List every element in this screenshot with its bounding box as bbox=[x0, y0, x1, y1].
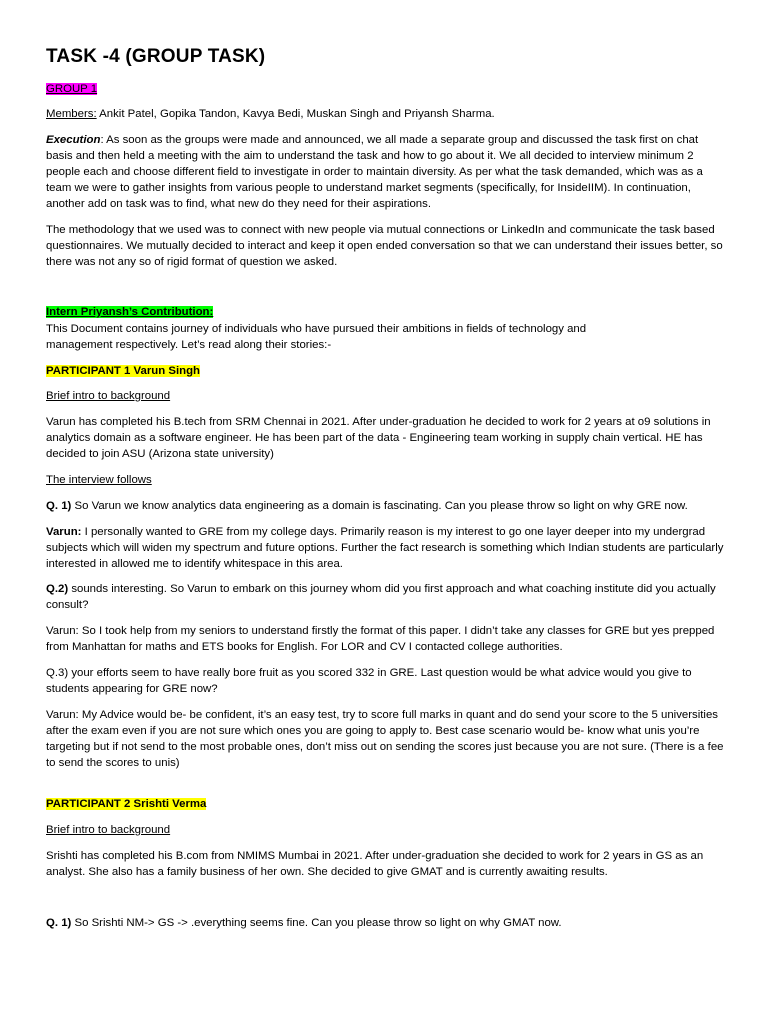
intro-line-2: management respectively. Let’s read along their stories:- bbox=[46, 338, 332, 351]
intro-line-1: This Document contains journey of individuals who have pursued their ambitions in fields of technology and bbox=[46, 323, 587, 335]
participant2-q1 bbox=[46, 916, 726, 932]
members-paragraph bbox=[46, 107, 726, 123]
participant1-brief-label: Brief intro to background bbox=[46, 390, 171, 402]
participant1-interview-label: The interview follows bbox=[46, 474, 152, 486]
a1-label: Varun: bbox=[46, 526, 82, 538]
methodology-paragraph: The methodology that we used was to connect with new people via mutual connections or LinkedIn and communicate the task based questionnaires. We mutually decided to interact and keep it open ended conversation so that we can understand their issues better, so there was not any so of rigid format of question we asked. bbox=[46, 224, 723, 268]
participant1-a1 bbox=[46, 525, 726, 573]
q2-label: Q.2) bbox=[46, 583, 69, 595]
participant1-heading: PARTICIPANT 1 Varun Singh bbox=[46, 365, 200, 377]
execution-label: Execution bbox=[46, 134, 101, 146]
participant2-heading: PARTICIPANT 2 Srishti Verma bbox=[46, 798, 207, 810]
group-label-line bbox=[46, 82, 726, 98]
p2-q1-text: So Srishti NM-> GS -> .everything seems fine. Can you please throw so light on why GMAT now. bbox=[71, 917, 562, 929]
intern-heading: Intern Priyansh’s Contribution: bbox=[46, 306, 214, 318]
participant1-background: Varun has completed his B.tech from SRM Chennai in 2021. After under-graduation he decided to work for 2 years at o9 solutions in analytics domain as a software engineer. He has been part of the data - Engineering team working in supply chain vertical. HE has decided to join ASU (Arizona state university) bbox=[46, 416, 711, 460]
q1-label: Q. 1) bbox=[46, 500, 72, 512]
a1-text: I personally wanted to GRE from my college days. Primarily reason is my interest to go one layer deeper into my undergrad subjects which will widen my spectrum and future options. Further the fact research is something which Indian students are particularly interested in allowed me to identify whitespace in this area. bbox=[46, 526, 724, 570]
participant1-heading-line bbox=[46, 364, 726, 380]
q2-text: sounds interesting. So Varun to embark on this journey whom did you first approach and what coaching institute did you actually consult? bbox=[46, 583, 716, 611]
page-title: TASK -4 (GROUP TASK) bbox=[46, 46, 266, 67]
intern-heading-line bbox=[46, 305, 726, 321]
members-text: Ankit Patel, Gopika Tandon, Kavya Bedi, Muskan Singh and Priyansh Sharma. bbox=[96, 108, 495, 120]
execution-text: : As soon as the groups were made and announced, we all made a separate group and discussed the task first on chat basis and then held a meeting with the aim to understand the task and how to go about it. We all decided to interview minimum 2 people each and choose different field to investigate in order to maintain diversity. As per what the task demanded, which was as a team we were to gather insights from various people to understand market segments (specifically, for InsideIIM). In continuation, another add on task was to find, what new do they need for their aspirations. bbox=[46, 134, 703, 210]
intro-paragraph bbox=[46, 322, 726, 354]
participant1-q2 bbox=[46, 582, 726, 614]
participant1-q3: Q.3) your efforts seem to have really bore fruit as you scored 332 in GRE. Last question would be what advice would you give to students appearing for GRE now? bbox=[46, 667, 692, 695]
members-label: Members: bbox=[46, 108, 97, 120]
group-label: GROUP 1 bbox=[46, 83, 98, 95]
participant2-heading-line bbox=[46, 797, 726, 813]
q1-text: So Varun we know analytics data engineering as a domain is fascinating. Can you please throw so light on why GRE now. bbox=[71, 500, 688, 512]
p2-q1-label: Q. 1) bbox=[46, 917, 72, 929]
participant1-a2: Varun: So I took help from my seniors to understand firstly the format of this paper. I didn’t take any classes for GRE but yes prepped from Manhattan for maths and ETS books for English. For LOR and CV I contacted college authorities. bbox=[46, 625, 715, 653]
participant1-q1 bbox=[46, 499, 726, 515]
participant2-background: Srishti has completed his B.com from NMIMS Mumbai in 2021. After under-graduation she decided to work for 2 years in GS as an analyst. She also has a family business of her own. She decided to give GMAT and is currently awaiting results. bbox=[46, 850, 704, 878]
participant2-brief-label: Brief intro to background bbox=[46, 824, 171, 836]
participant1-a3: Varun: My Advice would be- be confident, it’s an easy test, try to score full marks in quant and do send your score to the 5 universities after the exam even if you are not sure which ones you are going to apply to. Best case scenario would be- know what unis you’re targeting but if not send to the most probable ones, don’t miss out on sending the scores just because you are not sure. (There is a fee to send the scores to unis) bbox=[46, 709, 724, 769]
execution-paragraph bbox=[46, 133, 726, 213]
